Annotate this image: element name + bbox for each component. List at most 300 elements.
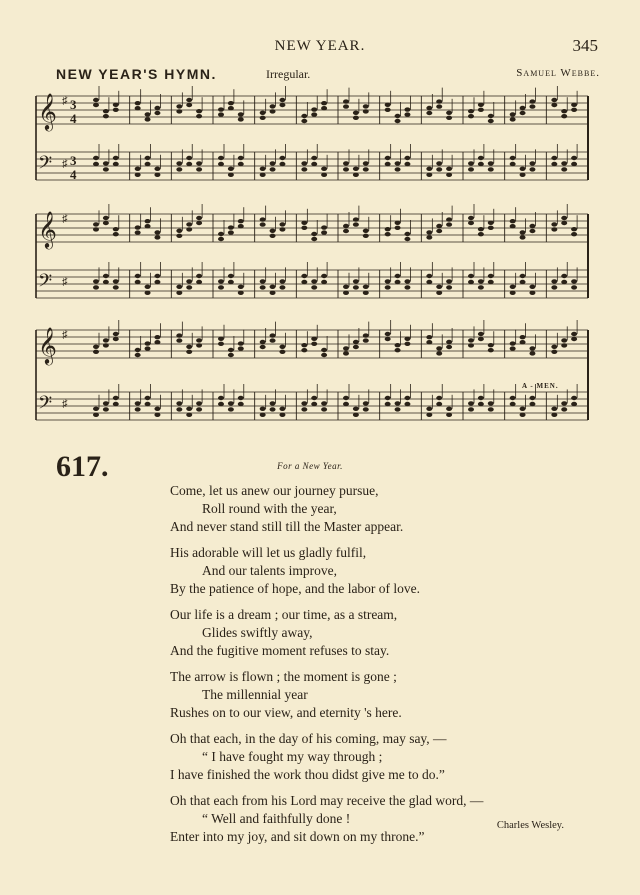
note-head (404, 396, 410, 400)
note-head (311, 162, 317, 166)
note-head (426, 235, 432, 239)
note-head (353, 279, 359, 283)
note-head (238, 341, 244, 345)
note-head (385, 108, 391, 112)
note-head (176, 333, 182, 337)
note-head (446, 279, 452, 283)
note-head (154, 413, 160, 417)
note-head (135, 274, 141, 278)
note-head (551, 407, 557, 411)
note-head (196, 407, 202, 411)
note-head (279, 345, 285, 349)
note-head (321, 106, 327, 110)
note-head (279, 162, 285, 166)
note-head (270, 401, 276, 405)
note-head (561, 167, 567, 171)
note-head (238, 291, 244, 295)
note-head (135, 407, 141, 411)
note-head (260, 173, 266, 177)
note-head (113, 402, 119, 406)
note-head (561, 343, 567, 347)
note-head (561, 407, 567, 411)
note-head (343, 291, 349, 295)
note-head (551, 279, 557, 283)
note-head (571, 402, 577, 406)
note-head (353, 407, 359, 411)
note-head (468, 407, 474, 411)
note-head (321, 173, 327, 177)
note-head (404, 337, 410, 341)
note-head (520, 335, 526, 339)
note-head (311, 337, 317, 341)
note-head (446, 173, 452, 177)
note-head (478, 103, 484, 107)
note-head (404, 162, 410, 166)
note-head (571, 108, 577, 112)
note-head (186, 279, 192, 283)
note-head (279, 413, 285, 417)
note-head (176, 104, 182, 108)
note-head (186, 98, 192, 102)
note-head (260, 217, 266, 221)
note-head (478, 337, 484, 341)
note-head (520, 167, 526, 171)
note-head (145, 117, 151, 121)
note-head (301, 119, 307, 123)
note-head (135, 173, 141, 177)
note-head (260, 111, 266, 115)
note-head (93, 156, 99, 160)
note-head (93, 279, 99, 283)
note-head (404, 279, 410, 283)
note-head (551, 413, 557, 417)
note-head (301, 167, 307, 171)
note-head (279, 350, 285, 354)
note-head (446, 222, 452, 226)
treble-clef-icon: 𝄞 (38, 326, 57, 364)
poem-line: “ Well and faithfully done ! (202, 811, 351, 826)
note-head (218, 232, 224, 236)
note-head (196, 167, 202, 171)
note-head (154, 280, 160, 284)
note-head (186, 413, 192, 417)
note-head (561, 338, 567, 342)
note-head (520, 230, 526, 234)
note-head (436, 161, 442, 165)
note-head (93, 162, 99, 166)
note-head (176, 407, 182, 411)
note-head (260, 340, 266, 344)
note-head (321, 274, 327, 278)
note-head (426, 106, 432, 110)
note-head (93, 227, 99, 231)
note-head (279, 98, 285, 102)
note-head (186, 103, 192, 107)
note-head (311, 279, 317, 283)
note-head (301, 161, 307, 165)
note-head (571, 103, 577, 107)
note-head (135, 353, 141, 357)
note-head (510, 117, 516, 121)
note-head (311, 107, 317, 111)
note-head (488, 167, 494, 171)
poem-line: Rushes on to our view, and eternity 's here. (170, 705, 402, 720)
note-head (520, 280, 526, 284)
note-head (135, 225, 141, 229)
note-head (571, 232, 577, 236)
note-head (446, 340, 452, 344)
note-head (395, 274, 401, 278)
note-head (135, 280, 141, 284)
note-head (196, 109, 202, 113)
note-head (478, 332, 484, 336)
note-head (561, 216, 567, 220)
note-head (103, 401, 109, 405)
note-head (238, 156, 244, 160)
note-head (301, 274, 307, 278)
note-head (478, 279, 484, 283)
note-head (301, 280, 307, 284)
note-head (353, 167, 359, 171)
poem-line: By the patience of hope, and the labor of love. (170, 581, 421, 596)
note-head (551, 98, 557, 102)
note-head (218, 396, 224, 400)
note-head (238, 162, 244, 166)
note-head (135, 230, 141, 234)
note-head (176, 234, 182, 238)
note-head (353, 340, 359, 344)
note-head (186, 162, 192, 166)
note-head (196, 401, 202, 405)
note-head (468, 114, 474, 118)
note-head (426, 413, 432, 417)
note-head (404, 232, 410, 236)
note-head (395, 167, 401, 171)
note-head (478, 108, 484, 112)
note-head (561, 280, 567, 284)
note-head (186, 227, 192, 231)
note-head (510, 402, 516, 406)
note-head (196, 274, 202, 278)
note-head (436, 229, 442, 233)
note-head (270, 109, 276, 113)
note-head (529, 229, 535, 233)
note-head (279, 227, 285, 231)
note-head (176, 229, 182, 233)
note-head (395, 348, 401, 352)
note-head (510, 224, 516, 228)
note-head (426, 167, 432, 171)
note-head (426, 340, 432, 344)
note-head (154, 407, 160, 411)
sharp-icon: ♯ (62, 158, 68, 170)
note-head (529, 99, 535, 103)
note-head (520, 340, 526, 344)
note-head (186, 156, 192, 160)
note-head (529, 104, 535, 108)
poem-line: Enter into my joy, and sit down on my throne.” (170, 829, 425, 844)
note-head (311, 156, 317, 160)
note-head (561, 274, 567, 278)
poem-line: The millennial year (202, 687, 308, 702)
note-head (270, 338, 276, 342)
note-head (93, 103, 99, 107)
note-head (196, 338, 202, 342)
note-head (353, 345, 359, 349)
note-head (353, 285, 359, 289)
poem-line: And never stand still till the Master appear. (170, 519, 404, 534)
note-head (103, 167, 109, 171)
treble-clef-icon: 𝄞 (38, 92, 57, 130)
bass-clef-icon: 𝄢 (38, 393, 53, 418)
note-head (385, 162, 391, 166)
note-head (478, 227, 484, 231)
note-head (186, 350, 192, 354)
note-head (260, 407, 266, 411)
note-head (529, 351, 535, 355)
note-head (103, 216, 109, 220)
note-head (488, 161, 494, 165)
note-head (145, 112, 151, 116)
note-head (520, 111, 526, 115)
note-head (228, 101, 234, 105)
note-head (93, 413, 99, 417)
note-head (551, 156, 557, 160)
note-head (520, 106, 526, 110)
note-head (196, 216, 202, 220)
note-head (218, 402, 224, 406)
note-head (488, 343, 494, 347)
note-head (113, 103, 119, 107)
note-head (520, 173, 526, 177)
note-head (353, 217, 359, 221)
note-head (196, 161, 202, 165)
note-head (363, 338, 369, 342)
note-head (426, 280, 432, 284)
note-head (113, 227, 119, 231)
poem-line: I have finished the work thou didst give me to do.” (170, 767, 445, 782)
note-head (228, 280, 234, 284)
note-head (218, 162, 224, 166)
note-head (436, 396, 442, 400)
note-head (529, 291, 535, 295)
note-head (488, 221, 494, 225)
note-head (510, 156, 516, 160)
note-head (436, 291, 442, 295)
note-head (103, 274, 109, 278)
note-head (436, 99, 442, 103)
note-head (176, 291, 182, 295)
note-head (510, 341, 516, 345)
note-head (446, 413, 452, 417)
note-head (154, 106, 160, 110)
note-head (218, 112, 224, 116)
note-head (270, 161, 276, 165)
note-head (218, 237, 224, 241)
note-head (228, 401, 234, 405)
note-head (551, 227, 557, 231)
note-head (186, 285, 192, 289)
note-head (510, 291, 516, 295)
note-head (154, 340, 160, 344)
note-head (436, 402, 442, 406)
note-head (395, 343, 401, 347)
note-head (228, 106, 234, 110)
note-head (343, 99, 349, 103)
note-head (279, 279, 285, 283)
sharp-icon: ♯ (62, 276, 68, 288)
note-head (343, 229, 349, 233)
note-head (321, 407, 327, 411)
note-head (571, 279, 577, 283)
sharp-icon: ♯ (62, 213, 68, 225)
note-head (135, 101, 141, 105)
poem-line: Roll round with the year, (202, 501, 337, 516)
note-head (311, 396, 317, 400)
amen-lyric: A - MEN. (522, 382, 559, 390)
note-head (395, 221, 401, 225)
note-head (154, 274, 160, 278)
note-head (343, 167, 349, 171)
note-head (145, 396, 151, 400)
note-head (385, 396, 391, 400)
note-head (510, 112, 516, 116)
note-head (468, 109, 474, 113)
note-head (363, 407, 369, 411)
note-head (395, 226, 401, 230)
poem-line: The arrow is flown ; the moment is gone ; (170, 669, 397, 684)
poem-line: Our life is a dream ; our time, as a stream, (170, 607, 398, 622)
note-head (363, 234, 369, 238)
note-head (468, 338, 474, 342)
note-head (311, 342, 317, 346)
note-head (363, 109, 369, 113)
note-head (218, 337, 224, 341)
note-head (218, 107, 224, 111)
note-head (270, 407, 276, 411)
note-head (218, 156, 224, 160)
note-head (260, 167, 266, 171)
note-head (135, 348, 141, 352)
note-head (93, 350, 99, 354)
note-head (529, 161, 535, 165)
note-head (571, 337, 577, 341)
note-head (446, 111, 452, 115)
note-head (103, 407, 109, 411)
note-head (301, 226, 307, 230)
note-head (218, 285, 224, 289)
note-head (260, 222, 266, 226)
poem-line: Oh that each, in the day of his coming, may say, — (170, 731, 447, 746)
note-head (270, 333, 276, 337)
poem-line: And our talents improve, (202, 563, 337, 578)
note-head (571, 227, 577, 231)
note-head (520, 235, 526, 239)
note-head (343, 402, 349, 406)
note-head (363, 161, 369, 165)
page-number: 345 (572, 36, 598, 55)
note-head (321, 225, 327, 229)
note-head (468, 274, 474, 278)
note-head (426, 173, 432, 177)
note-head (488, 119, 494, 123)
note-head (301, 343, 307, 347)
note-head (468, 161, 474, 165)
note-head (145, 156, 151, 160)
note-head (228, 348, 234, 352)
note-head (488, 114, 494, 118)
note-head (103, 161, 109, 165)
note-head (321, 401, 327, 405)
note-head (478, 402, 484, 406)
note-head (145, 219, 151, 223)
note-head (270, 291, 276, 295)
stanza (170, 482, 483, 536)
note-head (270, 285, 276, 289)
note-head (446, 217, 452, 221)
note-head (363, 401, 369, 405)
note-head (196, 221, 202, 225)
poem-line: Glides swiftly away, (202, 625, 313, 640)
note-head (478, 156, 484, 160)
note-head (353, 222, 359, 226)
note-head (154, 111, 160, 115)
note-head (468, 216, 474, 220)
note-head (468, 167, 474, 171)
note-head (343, 161, 349, 165)
note-head (311, 402, 317, 406)
note-head (529, 346, 535, 350)
note-head (228, 274, 234, 278)
note-head (113, 396, 119, 400)
note-head (529, 402, 535, 406)
note-head (145, 291, 151, 295)
treble-clef-icon: 𝄞 (38, 210, 57, 248)
note-head (478, 162, 484, 166)
note-head (260, 285, 266, 289)
note-head (385, 402, 391, 406)
note-head (321, 167, 327, 171)
note-head (301, 407, 307, 411)
note-head (228, 167, 234, 171)
note-head (186, 407, 192, 411)
note-head (488, 348, 494, 352)
note-head (154, 235, 160, 239)
note-head (279, 407, 285, 411)
sharp-icon: ♯ (62, 329, 68, 341)
note-head (426, 111, 432, 115)
note-head (176, 338, 182, 342)
note-head (561, 114, 567, 118)
note-head (385, 227, 391, 231)
note-head (321, 353, 327, 357)
note-head (279, 103, 285, 107)
note-head (154, 230, 160, 234)
note-head (279, 285, 285, 289)
note-head (426, 407, 432, 411)
note-head (446, 407, 452, 411)
note-head (571, 285, 577, 289)
poem-line: Come, let us anew our journey pursue, (170, 483, 379, 498)
note-head (551, 103, 557, 107)
note-head (529, 285, 535, 289)
note-head (529, 396, 535, 400)
note-head (436, 224, 442, 228)
note-head (176, 285, 182, 289)
note-head (145, 285, 151, 289)
note-head (321, 280, 327, 284)
note-head (238, 285, 244, 289)
